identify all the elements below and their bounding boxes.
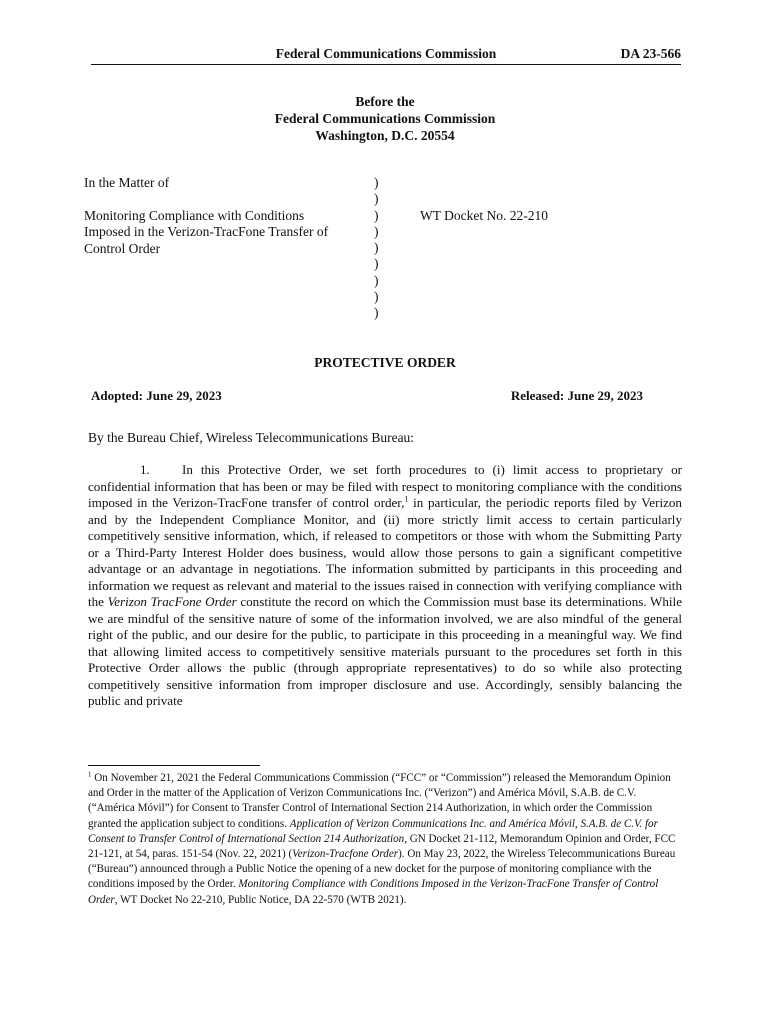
paren: ) bbox=[374, 272, 379, 288]
by-line: By the Bureau Chief, Wireless Telecommunications Bureau: bbox=[88, 430, 415, 445]
matter-line-3: Control Order bbox=[84, 240, 161, 256]
before-line-2: Federal Communications Commission bbox=[274, 111, 496, 126]
footnote-separator bbox=[88, 765, 260, 766]
footnote-text-c: ). On May 23, 2022, the Wireless Telecommunications Bureau (“Bureau”) announced through a Public Notice the opening of a new docket for the purpose of monitoring compliance with the conditions imposed by the Order. bbox=[88, 848, 676, 891]
footnote-reference[interactable]: 1 bbox=[404, 494, 409, 504]
paren: ) bbox=[374, 240, 379, 256]
paren: ) bbox=[374, 256, 379, 272]
paren: ) bbox=[374, 223, 379, 239]
paragraph-text-b: in particular, the periodic reports filed by Verizon and by the Independent Compliance Monitor, and (ii) more strictly limit access to certain particularly competitively sensitive information, which, if released to competitors or those with whom the Submitting Party or a Third-Party Interest Holder does business, would allow those persons to gain a significant competitive advantage or an advantage in negotiations. The information submitted by participants in this proceeding and information we request as relevant and material to the issues raised in connection with verifying compliance with the bbox=[88, 495, 682, 609]
paragraph-number: 1. bbox=[140, 462, 150, 477]
in-the-matter-of: In the Matter of bbox=[84, 175, 170, 190]
matter-line-2: Imposed in the Verizon-TracFone Transfer of bbox=[84, 224, 329, 239]
released-date: Released: June 29, 2023 bbox=[510, 388, 643, 403]
footnote-italic-a: Application of Verizon Communications Inc. and América Móvil, S.A.B. de C.V. for Consent to Transfer Control of International Section 214 Authorization bbox=[88, 817, 658, 845]
footnote-italic-c: Monitoring Compliance with Conditions Imposed in the Verizon-TracFone Transfer of Control Order bbox=[88, 878, 659, 906]
header-doc-number: DA 23-566 bbox=[620, 46, 681, 61]
order-citation-italic: Verizon TracFone Order bbox=[107, 594, 237, 609]
paragraph-text-c: constitute the record on which the Commission must base its determinations. While we are mindful of the sensitive nature of some of the information involved, we are also mindful of the general right of the public, and our desire for the public, to participate in this proceeding in a meaningful way. We find that allowing limited access to competitively sensitive materials pursuant to the procedures set forth in this Protective Order allows the public (through appropriate representatives) to do so while also protecting competitively sensitive information from improper disclosure and use. Accordingly, sensibly balancing the public and private bbox=[88, 594, 683, 708]
paren: ) bbox=[374, 175, 379, 190]
page-header bbox=[91, 46, 681, 65]
adopted-date: Adopted: June 29, 2023 bbox=[91, 388, 222, 403]
caption-parentheses bbox=[374, 175, 379, 322]
footnote-1 bbox=[88, 771, 682, 908]
paren: ) bbox=[374, 289, 379, 305]
case-caption bbox=[84, 175, 354, 257]
order-title: PROTECTIVE ORDER bbox=[314, 355, 456, 370]
footnote-text-b: , GN Docket 21-112, Memorandum Opinion and Order, FCC 21-121, at 54, paras. 151-54 (Nov. 22, 2021) ( bbox=[88, 832, 676, 861]
paren: ) bbox=[374, 207, 379, 223]
header-agency: Federal Communications Commission bbox=[275, 46, 497, 61]
paragraph-text-a: In this Protective Order, we set forth procedures to (i) limit access to proprietary or confidential information that has been or may be filed with respect to monitoring compliance with the conditions imposed in the Verizon-TracFone transfer of control order, bbox=[88, 462, 682, 510]
docket-number: WT Docket No. 22-210 bbox=[420, 208, 548, 223]
paren: ) bbox=[374, 305, 379, 321]
matter-line-1: Monitoring Compliance with Conditions bbox=[84, 207, 305, 223]
before-block bbox=[0, 93, 770, 144]
paren: ) bbox=[374, 191, 379, 207]
footnote-italic-b: Verizon-Tracfone Order bbox=[292, 848, 399, 861]
footnote-marker: 1 bbox=[88, 770, 92, 779]
before-line-1: Before the bbox=[355, 94, 415, 109]
footnote-text-a: On November 21, 2021 the Federal Communications Commission (“FCC” or “Commission”) released the Memorandum Opinion and Order in the matter of the Application of Verizon Communications Inc. (“Verizon”) and América Móvil, S.A.B. de C.V. (“América Móvil”) for Consent to Transfer Control of International Section 214 Authorization, in which order the Commission granted the application subject to conditions. bbox=[88, 772, 671, 830]
before-line-3: Washington, D.C. 20554 bbox=[315, 128, 455, 143]
paragraph-1 bbox=[88, 462, 682, 710]
footnote-text-d: , WT Docket No 22-210, Public Notice, DA 22-570 (WTB 2021). bbox=[114, 893, 407, 906]
